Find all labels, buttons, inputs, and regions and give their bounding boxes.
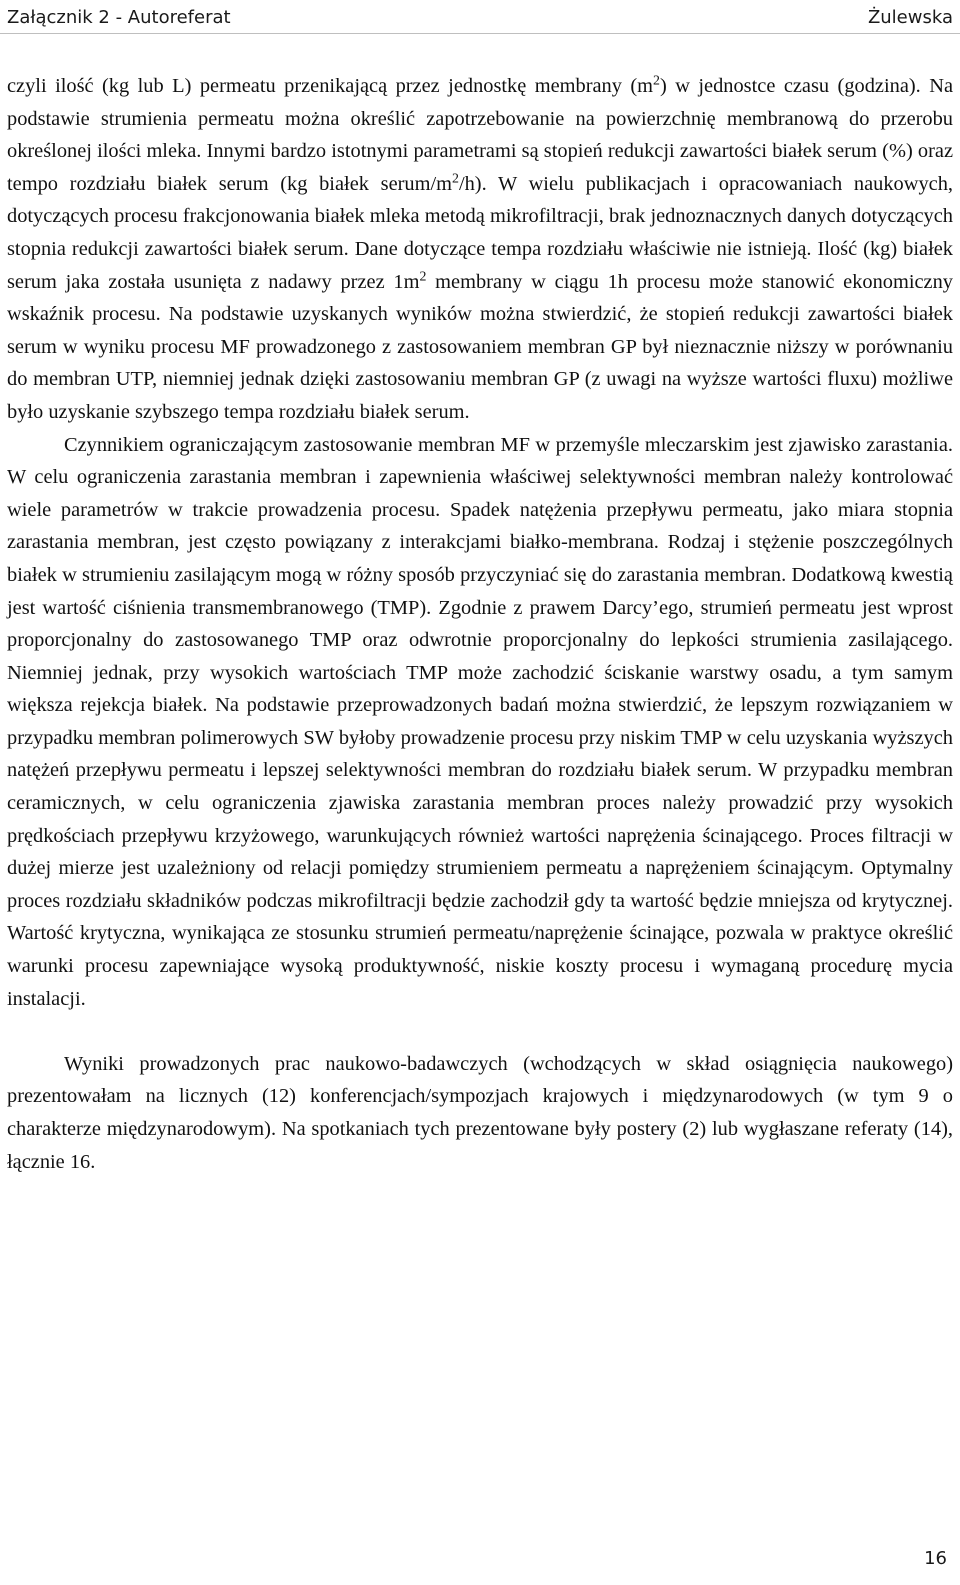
paragraph-permeate-flux xyxy=(7,70,953,429)
paragraph-permeate-flux-part-4: membrany w ciągu 1h procesu może stanowić ekonomiczny wskaźnik procesu. Na podstawie uzyskanych wyników można stwierdzić, że stopień redukcji zawartości białek serum w wyniku procesu MF prowadzonego z zastosowaniem membran GP był nieznacznie niższy w porównaniu do membran UTP, niemniej jednak dzięki zastosowaniu membran GP (z uwagi na wyższe wartości fluxu) możliwe było uzyskanie szybszego tempa rozdziału białek serum. xyxy=(7,270,953,423)
header-title: Załącznik 2 - Autoreferat xyxy=(7,6,231,28)
document-body xyxy=(7,70,953,1178)
paragraph-permeate-flux-part-1: czyli ilość (kg lub L) permeatu przenikającą przez jednostkę membrany (m xyxy=(7,75,654,97)
superscript-2: 2 xyxy=(653,73,660,89)
header-author: Żulewska xyxy=(867,6,953,28)
superscript-2: 2 xyxy=(419,268,427,284)
paragraph-conferences: Wyniki prowadzonych prac naukowo-badawczych (wchodzących w skład osiągnięcia naukowego) prezentowałam na licznych (12) konferencjach/sympozjach krajowych i międzynarodowych (w tym 9 o charakterze międzynarodowym). Na spotkaniach tych prezentowane były postery (2) lub wygłaszane referaty (14), łącznie 16. xyxy=(7,1052,953,1173)
page-number: 16 xyxy=(924,1548,947,1569)
paragraph-fouling: Czynnikiem ograniczającym zastosowanie membran MF w przemyśle mleczarskim jest zjawisko zarastania. W celu ograniczenia zarastania membran i zapewnienia właściwej selektywności membran należy kontrolować wiele parametrów w trakcie prowadzenia procesu. Spadek natężenia przepływu permeatu, jako miara stopnia zarastania membran, jest często powiązany z interakcjami białko-membrana. Rodzaj i stężenie poszczególnych białek w strumieniu zasilającym mogą w różny sposób przyczyniać się do zarastania membran. Dodatkową kwestią jest wartość ciśnienia transmembranowego (TMP). Zgodnie z prawem Darcy’ego, strumień permeatu jest wprost proporcjonalny do zastosowanego TMP oraz odwrotnie proporcjonalny do lepkości strumienia zasilającego. Niemniej jednak, przy wysokich wartościach TMP może zachodzić ściskanie warstwy osadu, a tym samym większa rejekcja białek. Na podstawie przeprowadzonych badań można stwierdzić, że lepszym rozwiązaniem w przypadku membran polimerowych SW byłoby prowadzenie procesu przy niskim TMP w celu uzyskania wyższych natężeń przepływu permeatu i lepszej selektywności membran do rozdziału białek serum. W przypadku membran ceramicznych, w celu ograniczenia zjawiska zarastania membran proces należy prowadzić przy wysokich prędkościach przepływu krzyżowego, warunkujących również wartości naprężenia ścinającego. Proces filtracji w dużej mierze jest uzależniony od relacji pomiędzy strumieniem permeatu a naprężeniem ścinającym. Optymalny proces rozdziału składników podczas mikrofiltracji będzie zachodził gdy ta wartość będzie mniejsza od krytycznej. Wartość krytyczna, wynikająca ze stosunku strumień permeatu/naprężenie ścinające, pozwala w praktyce określić warunki procesu zapewniające wysoką produktywność, niskie koszty procesu i wymaganą procedurę mycia instalacji. xyxy=(7,433,953,1010)
page-header xyxy=(0,0,960,34)
paragraph-permeate-flux-part-2: ) w jednostce czasu (godzina). Na podstawie strumienia permeatu można określić zapotrzebowanie na powierzchnię membranową do przerobu określonej ilości mleka. Innymi bardzo istotnymi parametrami są stopień redukcji zawartości białek serum (%) oraz tempo rozdziału białek serum (kg białek serum/m xyxy=(7,75,953,195)
superscript-2: 2 xyxy=(452,171,459,187)
paragraph-permeate-flux-part-3: /h). W wielu publikacjach i opracowaniach naukowych, dotyczących procesu frakcjonowania białek mleka metodą mikrofiltracji, brak jednoznacznych danych dotyczących stopnia redukcji zawartości białek serum. Dane dotyczące tempa rozdziału właściwie nie istnieją. Ilość (kg) białek serum jaka została usunięta z nadawy przez 1m xyxy=(7,172,953,293)
